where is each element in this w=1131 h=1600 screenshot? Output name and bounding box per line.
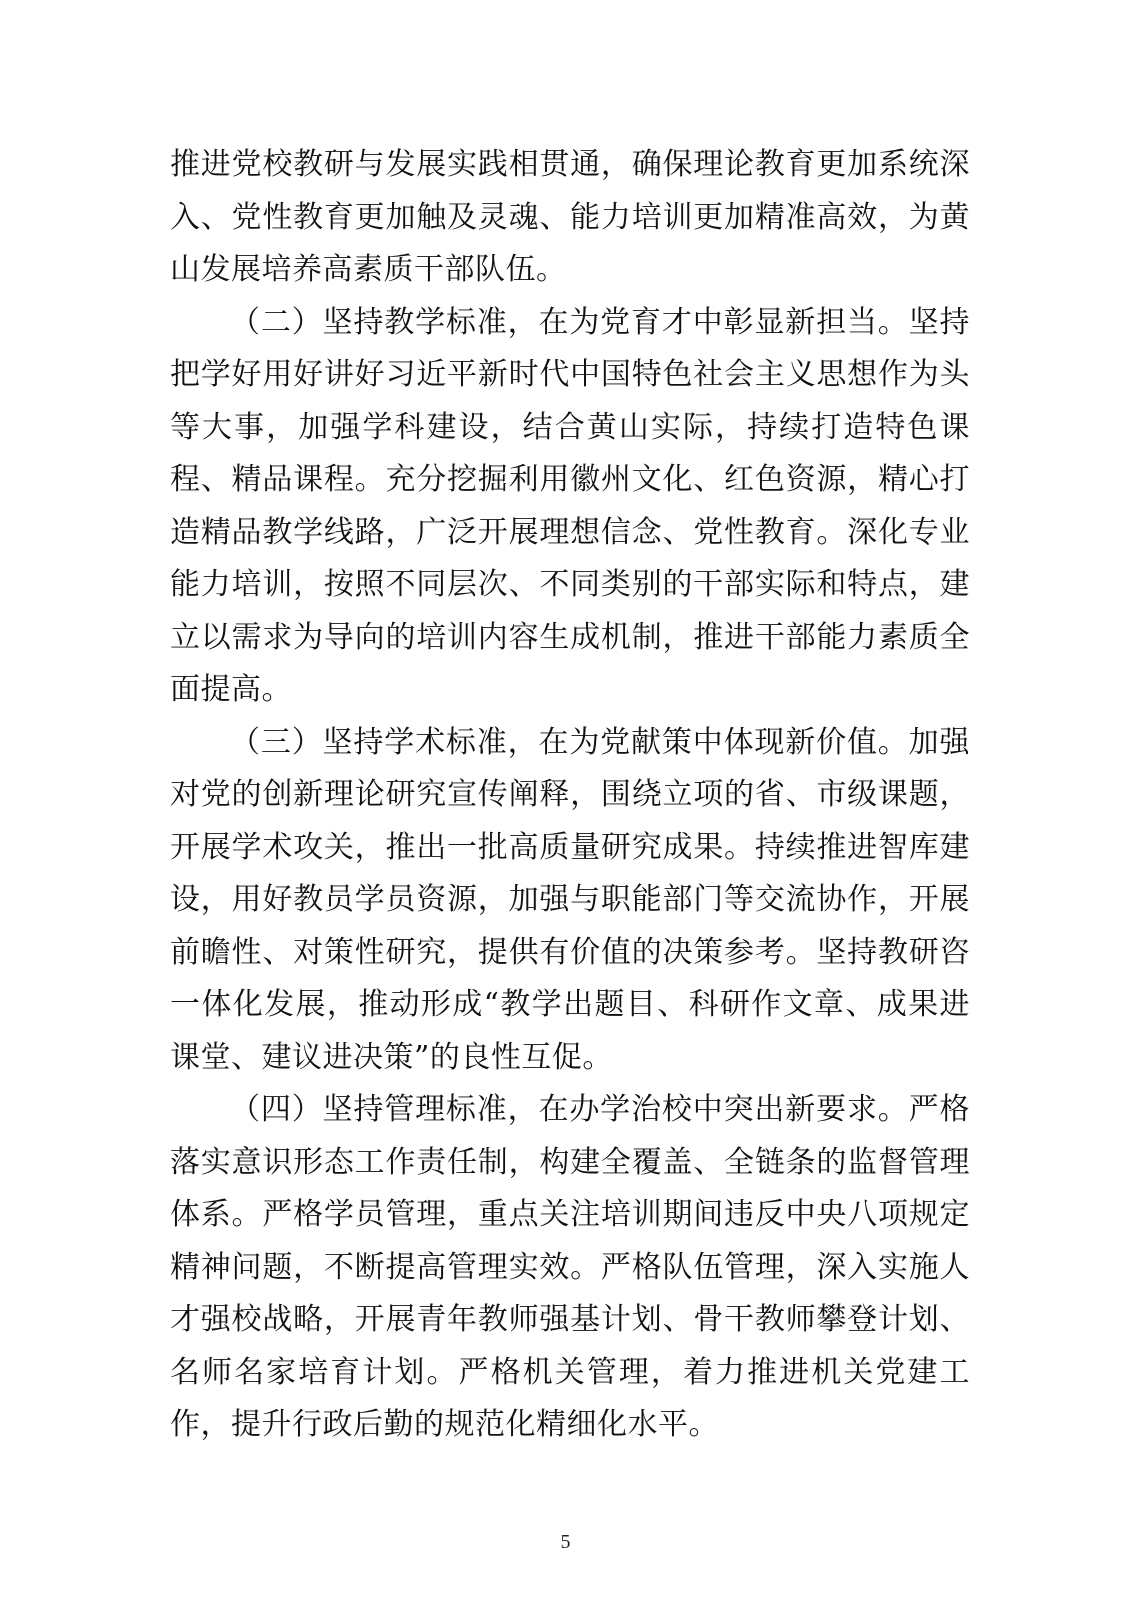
- document-body: [170, 139, 970, 1452]
- paragraph-teaching-standard: （二）坚持教学标准，在为党育才中彰显新担当。坚持把学好用好讲好习近平新时代中国特色社会主义思想作为头等大事，加强学科建设，结合黄山实际，持续打造特色课程、精品课程。充分挖掘利用徽州文化、红色资源，精心打造精品教学线路，广泛开展理想信念、党性教育。深化专业能力培训，按照不同层次、不同类别的干部实际和特点，建立以需求为导向的培训内容生成机制，推进干部能力素质全面提高。: [170, 304, 970, 707]
- paragraph-academic-standard: （三）坚持学术标准，在为党献策中体现新价值。加强对党的创新理论研究宣传阐释，围绕立项的省、市级课题，开展学术攻关，推出一批高质量研究成果。持续推进智库建设，用好教员学员资源，加强与职能部门等交流协作，开展前瞻性、对策性研究，提供有价值的决策参考。坚持教研咨一体化发展，推动形成“教学出题目、科研作文章、成果进课堂、建议进决策”的良性互促。: [170, 724, 970, 1075]
- paragraph-management-standard: （四）坚持管理标准，在办学治校中突出新要求。严格落实意识形态工作责任制，构建全覆盖、全链条的监督管理体系。严格学员管理，重点关注培训期间违反中央八项规定精神问题，不断提高管理实效。严格队伍管理，深入实施人才强校战略，开展青年教师强基计划、骨干教师攀登计划、名师名家培育计划。严格机关管理，着力推进机关党建工作，提升行政后勤的规范化精细化水平。: [170, 1092, 970, 1442]
- page-number: 5: [560, 1531, 571, 1553]
- paragraph-continuation: 推进党校教研与发展实践相贯通，确保理论教育更加系统深入、党性教育更加触及灵魂、能力培训更加精准高效，为黄山发展培养高素质干部队伍。: [170, 147, 970, 287]
